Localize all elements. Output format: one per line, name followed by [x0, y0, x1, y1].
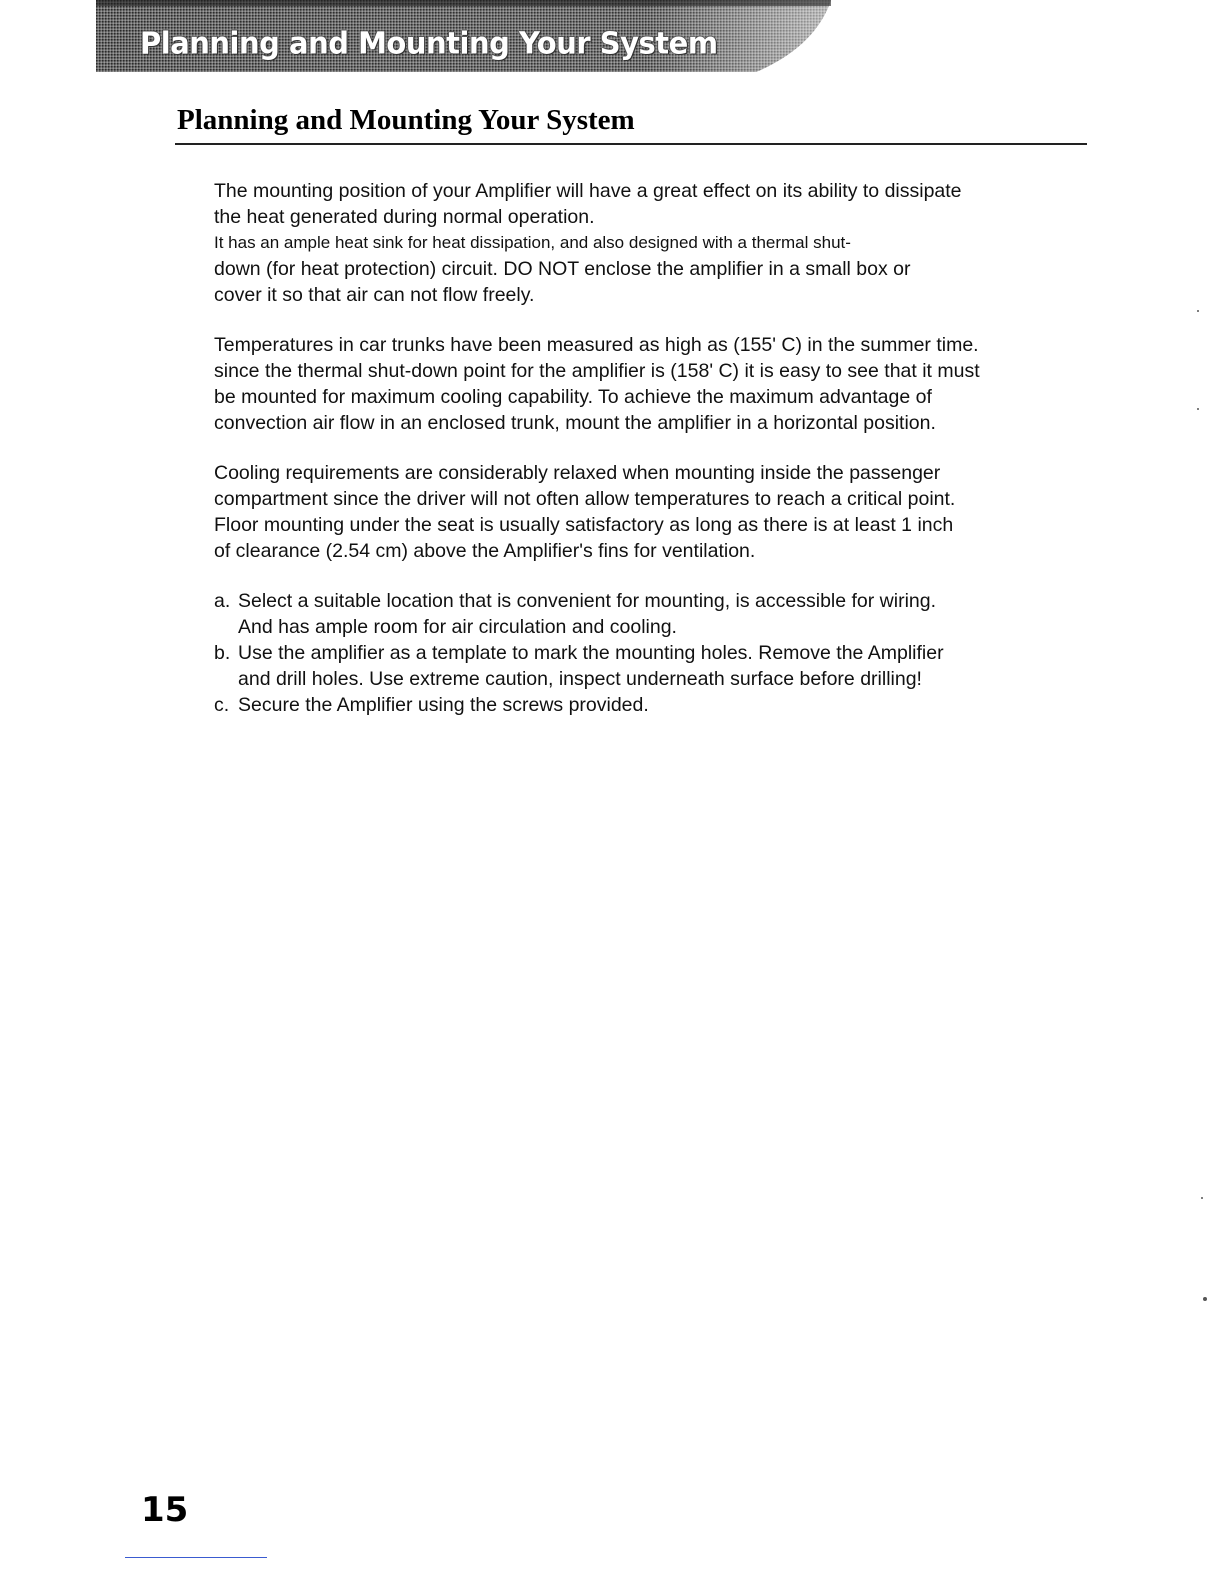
- page-title: Planning and Mounting Your System: [177, 104, 635, 136]
- list-item: [214, 692, 1094, 718]
- step-text: Select a suitable location that is convenient for mounting, is accessible for wiring.: [238, 590, 937, 612]
- step-text: And has ample room for air circulation and cooling.: [238, 616, 677, 638]
- footer-rule: [125, 1557, 267, 1558]
- text-line: convection air flow in an enclosed trunk, mount the amplifier in a horizontal position.: [214, 412, 936, 434]
- paragraph-cooling-requirements: [214, 460, 1094, 564]
- step-marker: b.: [214, 642, 231, 664]
- text-line: Cooling requirements are considerably relaxed when mounting inside the passenger: [214, 462, 941, 484]
- text-line: It has an ample heat sink for heat dissipation, and also designed with a thermal shut-: [214, 233, 851, 252]
- paragraph-trunk-temperatures: [214, 332, 1094, 436]
- text-line: Temperatures in car trunks have been measured as high as (155' C) in the summer time.: [214, 334, 979, 356]
- heading-underline: [175, 143, 1087, 145]
- header-banner: [96, 0, 836, 72]
- text-line: Floor mounting under the seat is usually satisfactory as long as there is at least 1 inch: [214, 514, 954, 536]
- scan-speck: [1197, 310, 1199, 312]
- text-line: compartment since the driver will not often allow temperatures to reach a critical point.: [214, 488, 956, 510]
- text-line: be mounted for maximum cooling capability. To achieve the maximum advantage of: [214, 386, 932, 408]
- scan-speck: [1197, 408, 1199, 410]
- text-line: the heat generated during normal operation.: [214, 206, 595, 228]
- text-line: of clearance (2.54 cm) above the Amplifier's fins for ventilation.: [214, 540, 756, 562]
- text-line: down (for heat protection) circuit. DO NOT enclose the amplifier in a small box or: [214, 258, 911, 280]
- paragraph-heat-dissipation: [214, 178, 1094, 308]
- step-marker: c.: [214, 694, 230, 716]
- list-item: [214, 640, 1094, 692]
- scan-speck: [1203, 1297, 1207, 1301]
- step-text: Use the amplifier as a template to mark the mounting holes. Remove the Amplifier: [238, 642, 944, 664]
- text-line: since the thermal shut-down point for the amplifier is (158' C) it is easy to see that it must: [214, 360, 980, 382]
- mounting-steps-list: [214, 588, 1094, 718]
- step-text: Secure the Amplifier using the screws provided.: [238, 694, 649, 716]
- step-text: and drill holes. Use extreme caution, inspect underneath surface before drilling!: [238, 668, 922, 690]
- text-line: cover it so that air can not flow freely.: [214, 284, 535, 306]
- list-item: [214, 588, 1094, 640]
- page-number: 15: [141, 1490, 189, 1530]
- body-text: [214, 178, 1094, 718]
- step-marker: a.: [214, 590, 231, 612]
- banner-title: Planning and Mounting Your System: [140, 25, 718, 61]
- scan-speck: [1201, 1197, 1203, 1199]
- text-line: The mounting position of your Amplifier will have a great effect on its ability to dissipate: [214, 180, 962, 202]
